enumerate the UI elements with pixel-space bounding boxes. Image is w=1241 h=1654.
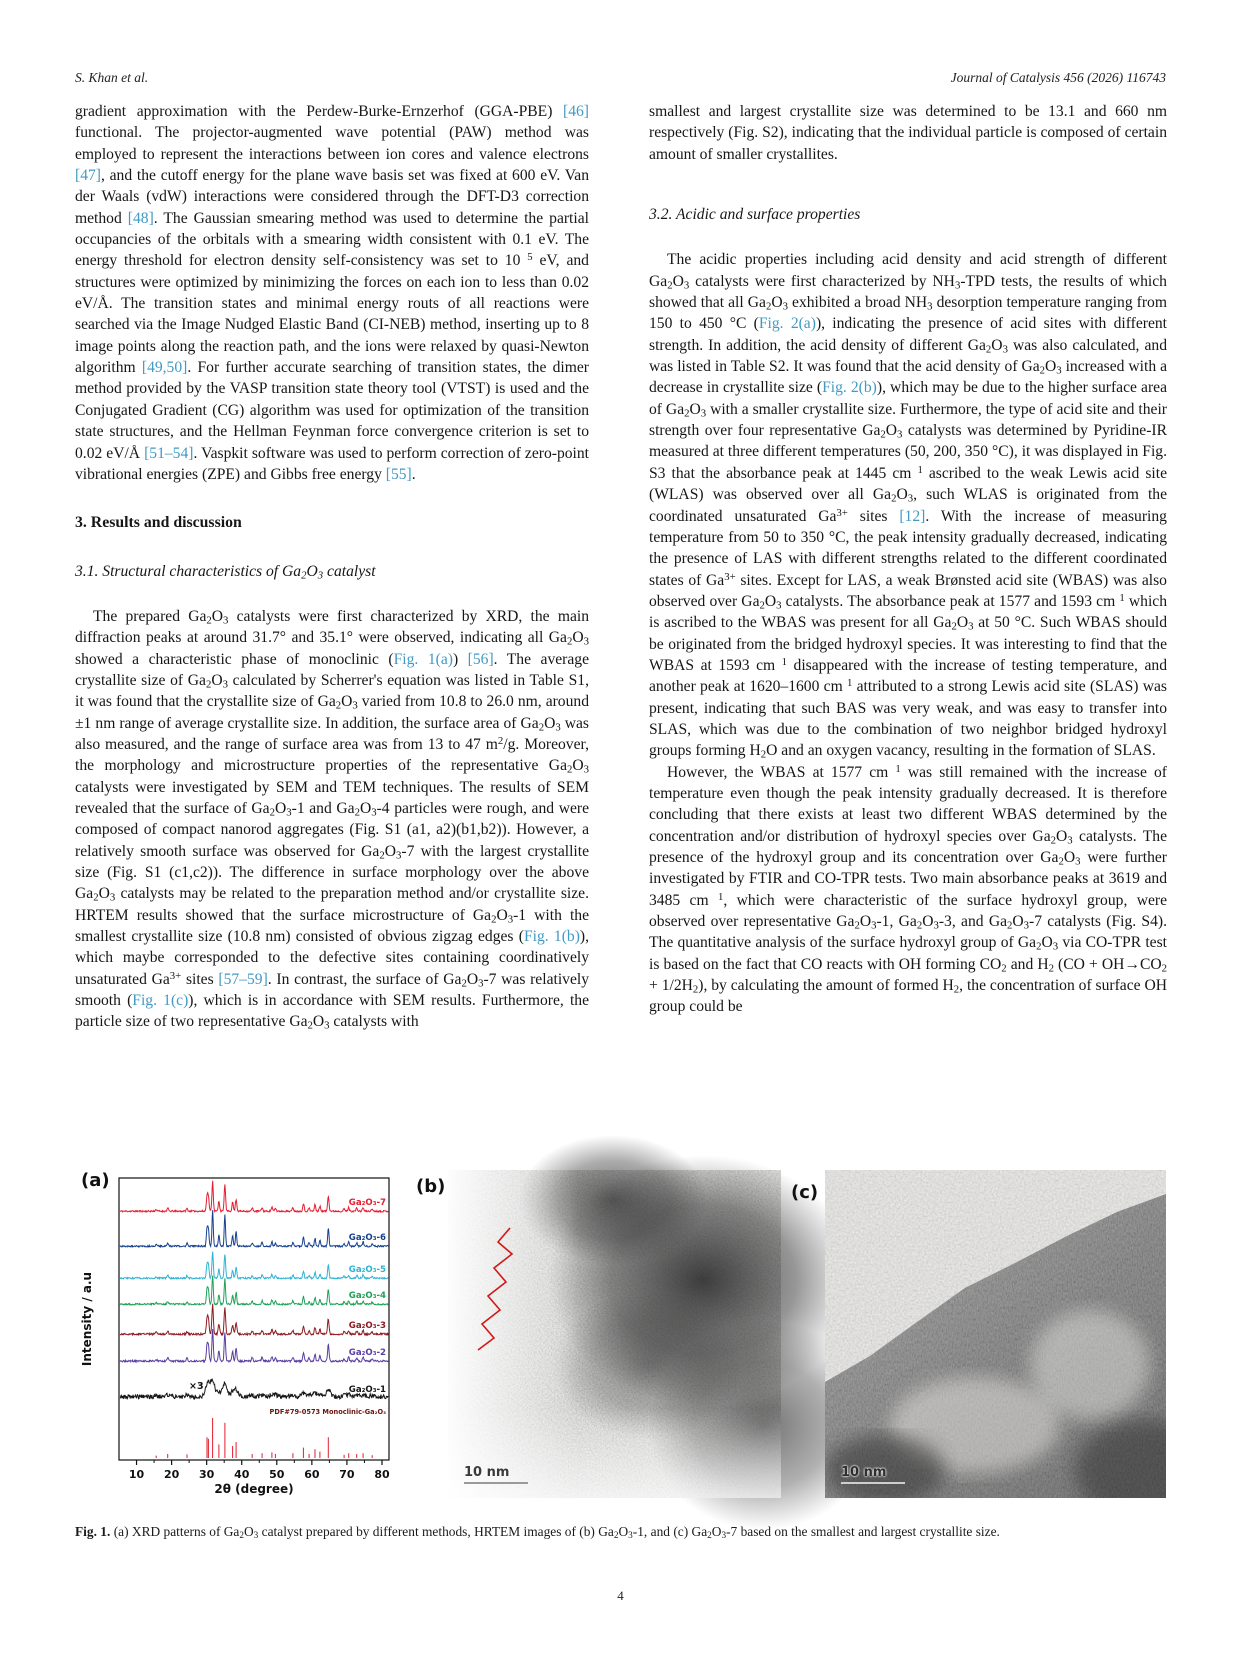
subscript: 2 [613,1530,619,1541]
subscript: 2 [335,699,342,712]
subscript: 2 [765,300,772,313]
subscript: 2 [566,635,573,648]
subscript: 2 [880,428,886,441]
subscript: 3 [1052,940,1059,953]
superscript: 2 [497,734,504,747]
subscript: 3 [507,913,514,926]
citation-link[interactable]: Fig. 1(a) [393,650,453,668]
scale-bar-b-line [464,1482,528,1484]
citation-link[interactable]: Fig. 1(b) [523,928,580,946]
subscript: 2 [985,343,992,356]
plot-frame [119,1178,389,1460]
superscript: 3+ [836,506,848,519]
figure-1 [75,1168,1166,1502]
subscript: 2 [461,977,467,990]
subscript: 2 [1161,962,1168,975]
subscript: 3 [1056,364,1062,377]
page-number: 4 [617,1588,624,1603]
subscript: 3 [583,635,589,648]
subscript: 2 [1058,855,1064,868]
subscript: 2 [1050,834,1056,847]
right-column [649,101,1167,1018]
subscript: 2 [1048,962,1054,975]
citation-link[interactable]: [48] [127,209,154,227]
subscript: 2 [206,614,212,627]
subscript: 2 [916,919,923,932]
xrd-series-label: Ga₂O₃-2 [348,1348,386,1358]
citation-link[interactable]: Fig. 1(c) [132,992,189,1010]
citation-link[interactable]: [12] [899,507,926,525]
xrd-series-label: Ga₂O₃-4 [348,1291,386,1301]
subscript: 3 [222,678,228,691]
panel-a-label: (a) [81,1170,110,1191]
paragraph-acidic-properties: The acidic properties including acid density and acid strength of different Ga2O3 catalysts were first characterized by NH3-TPD tests, the results of which showed that all Ga2O3 exhibited a broad NH3 desorption temperature ranging from 150 to 450 °C (Fig. 2(a)), indicating the presence of acid sites with different strength. In addition, the acid density of different Ga2O3 was also calculated, and was listed in Table S2. It was found that the acid density of Ga2O3 increased with a decrease in crystallite size (Fig. 2(b)), which may be due to the higher surface area of Ga2O3 with a smaller crystallite size. Furthermore, the type of acid site and their strength over four representative Ga2O3 catalysts was determined by Pyridine-IR measured at three different temperatures (50, 200, 350 °C), it was displayed in Fig. S3 that the absorbance peak at 1445 cm $^1$ ascribed to the weak Lewis acid site (WLAS) was observed over all Ga2O3, such WLAS is originated from the coordinated unsaturated $Ga^{3+}$ sites [12]. With the increase of measuring temperature from 50 to 350 °C, the peak intensity gradually decreased, indicating the presence of LAS with different strengths related to the different coordinated states of $Ga^{3+}$ sites. Except for LAS, a weak Brønsted acid site (WBAS) was also observed over Ga2O3 catalysts. The absorbance peak at 1577 and 1593 cm $^1$ which is ascribed to the WBAS was present for all Ga2O3 at 50 °C. Such WBAS should be originated from the bridged hydroxyl species. It was interesting to find that the WBAS at 1593 cm $^1$ disappeared with the increase of testing temperature, and another peak at 1620–1600 cm $^1$ attributed to a strong Lewis acid site (SLAS) was present, indicating that such BAS was very weak, and was easy to transfer into SLAS, which was due to the combination of two neighbor bridged hydroxyl groups forming H2O and an oxygen vacancy, resulting in the formation of SLAS. [649,251,1168,761]
subscript: 2 [379,849,385,862]
subscript: 3 [683,279,690,292]
figure-caption [75,1522,1166,1542]
x-axis-label: 2θ (degree) [214,1482,294,1496]
x-axis-tick-label: 60 [304,1468,320,1481]
subscript: 2 [93,891,99,904]
subscript: 3 [324,1019,330,1032]
subscript: 3 [933,919,939,932]
figure-caption-text: (a) XRD patterns of Ga2O3 catalyst prepared by different methods, HRTEM images of (b) Ga2O3-1, and (c) Ga2O3-7 based on the smallest and largest crystallite size. [110,1524,1000,1541]
subscript: 3 [352,699,358,712]
scale-bar-c-line [841,1482,905,1484]
subscript: 3 [1075,855,1081,868]
x-axis-tick-label: 70 [339,1468,355,1481]
x-axis-tick-label: 30 [199,1468,215,1481]
subscript: 3 [583,763,589,776]
superscript: 5 [527,251,533,264]
subscript: 2 [1039,364,1046,377]
superscript: 1 [1119,591,1125,604]
citation-link[interactable]: [46] [563,103,589,120]
subscript: 2 [1001,962,1007,975]
superscript: 1 [917,463,923,476]
paragraph-xrd-results: The prepared Ga2O3 catalysts were first characterized by XRD, the main diffraction peaks at around 31.7° and 35.1° were observed, indicating all Ga2O3 showed a characteristic phase of monoclinic (Fig. 1(a)) [56]. The average crystallite size of Ga2O3 calculated by Scherrer's equation was listed in Table S1, it was found that the crystallite size of Ga2O3 varied from 10.8 to 26.0 nm, around ±1 nm range of average crystallite size. In addition, the surface area of Ga2O3 was also measured, and the range of surface area was from 13 to 47 $m^2/g$. Moreover, the morphology and microstructure properties of the representative Ga2O3 catalysts were investigated by SEM and TEM techniques. The results of SEM revealed that the surface of Ga2O3-1 and Ga2O3-4 particles were rough, and were composed of compact nanorod aggregates (Fig. S1 (a1, a2)(b1,b2)). However, a relatively smooth surface was observed for Ga2O3-7 with the largest crystallite size (Fig. S1 (c1,c2)). The difference in surface morphology over the above Ga2O3 catalysts may be related to the preparation method and/or crystallite size. HRTEM results showed that the surface microstructure of Ga2O3-1 with the smallest crystallite size (10.8 nm) consisted of obvious zigzag edges (Fig. 1(b)), which maybe corresponded to the defective sites containing coordinatively unsaturated $Ga^{3+}$ sites [57–59]. In contrast, the surface of Ga2O3-7 was relatively smooth (Fig. 1(c)), which is in accordance with SEM results. Furthermore, the particle size of two representative Ga2O3 catalysts with [75,607,590,1032]
xrd-series-label: Ga₂O₃-5 [348,1265,386,1275]
subscript: 3 [478,977,484,990]
subscript: 2 [684,407,690,420]
citation-link[interactable]: [55] [385,465,412,483]
subsection-heading-structural: 3.1. Structural characteristics of Ga2O3 catalyst [75,562,376,581]
subscript: 2 [1036,940,1042,953]
subscript: 2 [854,919,860,932]
subscript: 3 [927,300,933,313]
y-axis-label: Intensity / a.u [80,1271,94,1367]
superscript: 3+ [724,570,736,583]
xrd-series-label: Ga₂O₃-3 [348,1321,386,1331]
subscript: 3 [371,806,377,819]
subscript: 3 [721,1530,727,1541]
xrd-series-label: Ga₂O₃-7 [348,1198,386,1208]
running-head [75,70,1166,86]
paragraph-methods: gradient approximation with the Perdew-Burke-Ernzerhof (GGA-PBE) [46] functional. The projector-augmented wave potential (PAW) method was employed to represent the interactions between ion cores and valence electrons [47], and the cutoff energy for the plane wave basis set was fixed at 600 eV. Van der Waals (vdW) interactions were considered through the DFT-D3 correction method [48]. The Gaussian smearing method was used to determine the partial occupancies of the orbitals with a smearing width consistent with 0.1 eV. The energy threshold for electron density self-consistency was set to 10 $^5$ eV, and structures were optimized by minimizing the forces on each ion to less than 0.02 eV/Å. The transition states and minimal energy routs of all reactions were searched via the Image Nudged Elastic Band (CI-NEB) method, inserting up to 8 image points along the reaction path, and the ions were relaxed by quasi-Newton algorithm [49,50]. For further accurate searching of transition states, the dimer method provided by the VASP transition state theory tool (VTST) is used and the Conjugated Gradient (CG) algorithm was used for optimization of the transition state structures, and the Hellman Feynman force convergence criterion is set to 0.02 eV/Å [51–54]. Vaspkit software was used to perform correction of zero-point vibrational energies (ZPE) and Gibbs free energy [55]. [75,103,590,483]
subscript: 3 [897,428,903,441]
citation-link[interactable]: [51–54] [144,444,194,462]
hrtem-panel-b [416,1170,781,1498]
subscript: 3 [907,492,914,505]
scale-bar-b-label: 10 nm [464,1465,510,1480]
subscript: 2 [759,599,765,612]
subscript: 3 [253,1530,259,1541]
subscript: 2 [667,279,673,292]
subscript: 2 [538,720,545,733]
subscript: 2 [953,983,960,996]
running-head-authors: S. Khan et al. [75,70,149,85]
subscript: 2 [1007,919,1013,932]
xrd-series-label: Ga₂O₃-1 [348,1385,386,1395]
subscript: 2 [891,492,897,505]
subscript: 2 [707,1530,712,1541]
section-heading-results: 3. Results and discussion [75,514,242,532]
left-column [75,101,589,1033]
subscript: 2 [205,678,212,691]
x-axis-tick-label: 20 [163,1468,180,1481]
citation-link[interactable]: [49,50] [141,359,188,377]
superscript: 3+ [169,969,182,982]
subscript: 2 [354,806,360,819]
x-axis-tick-label: 50 [269,1468,285,1481]
hrtem-image-c [825,1170,1166,1498]
subscript: 3 [954,279,961,292]
x-axis-tick-label: 80 [374,1468,390,1481]
subscript: 3 [628,1530,633,1541]
subscript: 3 [317,568,324,581]
subscript: 3 [286,806,292,819]
citation-link[interactable]: [47] [75,167,101,185]
paragraph-wbas-hydroxyl: However, the WBAS at 1577 cm $^1$ was still remained with the increase of temperature even though the peak intensity gradually decreased. It is therefore concluding that there exists at least two different WBAS determined by the concentration and/or distribution of hydroxyl species over Ga2O3 catalysts. The presence of the hydroxyl group and its concentration over Ga2O3 were further investigated by FTIR and CO-TPR tests. Two main absorbance peaks at 3619 and 3485 cm $^1$, which were characteristic of the surface hydroxyl group, were observed over representative Ga2O3-1, Ga2O3-3, and Ga2O3-7 catalysts (Fig. S4). The quantitative analysis of the surface hydroxyl group of Ga2O3 via CO-TPR test is based on the fact that CO reacts with OH forming CO2 and H2 (CO + OH→CO2 + 1/2H2), by calculating the amount of formed H2, the concentration of surface OH group could be [649,762,1168,1016]
subscript: 2 [269,806,275,819]
scale-bar-b [464,1465,528,1484]
subscript: 3 [396,849,402,862]
citation-link[interactable]: [57–59] [218,970,268,988]
subscript: 3 [223,614,229,627]
scale-bar-c [841,1465,905,1484]
subscript: 2 [951,620,957,633]
subscript: 3 [700,407,707,420]
subscript: 3 [109,891,116,904]
subscript: 2 [307,1019,313,1032]
panel-b-label: (b) [416,1176,446,1197]
subscript: 2 [692,983,699,996]
panel-c-label: (c) [791,1182,819,1203]
subscript: 2 [566,763,573,776]
subscript: 3 [871,919,877,932]
subscript: 3 [776,599,782,612]
subscript: 2 [239,1530,244,1541]
xrd-series-label: Ga₂O₃-6 [348,1233,386,1243]
superscript: 1 [846,677,853,690]
citation-link[interactable]: Fig. 2(a) [758,315,816,333]
figure-caption-label: Fig. 1. [75,1524,111,1539]
citation-link[interactable]: [56] [467,650,494,668]
subsection-heading-acidic: 3.2. Acidic and surface properties [649,206,861,224]
superscript: 1 [717,890,724,903]
citation-link[interactable]: Fig. 2(b) [822,379,877,397]
x-axis-tick-label: 40 [234,1468,250,1481]
x-axis-tick-label: 10 [128,1468,145,1481]
subscript: 3 [968,620,974,633]
subscript: 3 [555,720,561,733]
subscript: 3 [1067,834,1073,847]
hrtem-image-b [448,1170,781,1498]
subscript: 3 [782,300,788,313]
scale-bar-c-label: 10 nm [841,1465,887,1480]
superscript: 1 [895,762,901,775]
running-head-journal: Journal of Catalysis 456 (2026) 116743 [950,70,1166,85]
subscript: 3 [1023,919,1030,932]
xrd-chart [75,1168,393,1502]
subscript: 3 [1002,343,1008,356]
subscript: 2 [301,568,307,581]
subscript: 2 [760,748,767,761]
xrd-multiplier-annotation: ×3 [189,1381,204,1392]
paragraph-crystallite-size: smallest and largest crystallite size was determined to be 13.1 and 660 nm respectively (Fig. S2), indicating that the individual particle is composed of certain amount of smaller crystallites. [649,103,1167,163]
hrtem-panel-c [791,1170,1166,1498]
superscript: 1 [781,655,788,668]
reference-pattern-label: PDF#79-0573 Monoclinic-Ga₂O₃ [269,1408,386,1416]
subscript: 2 [491,913,497,926]
